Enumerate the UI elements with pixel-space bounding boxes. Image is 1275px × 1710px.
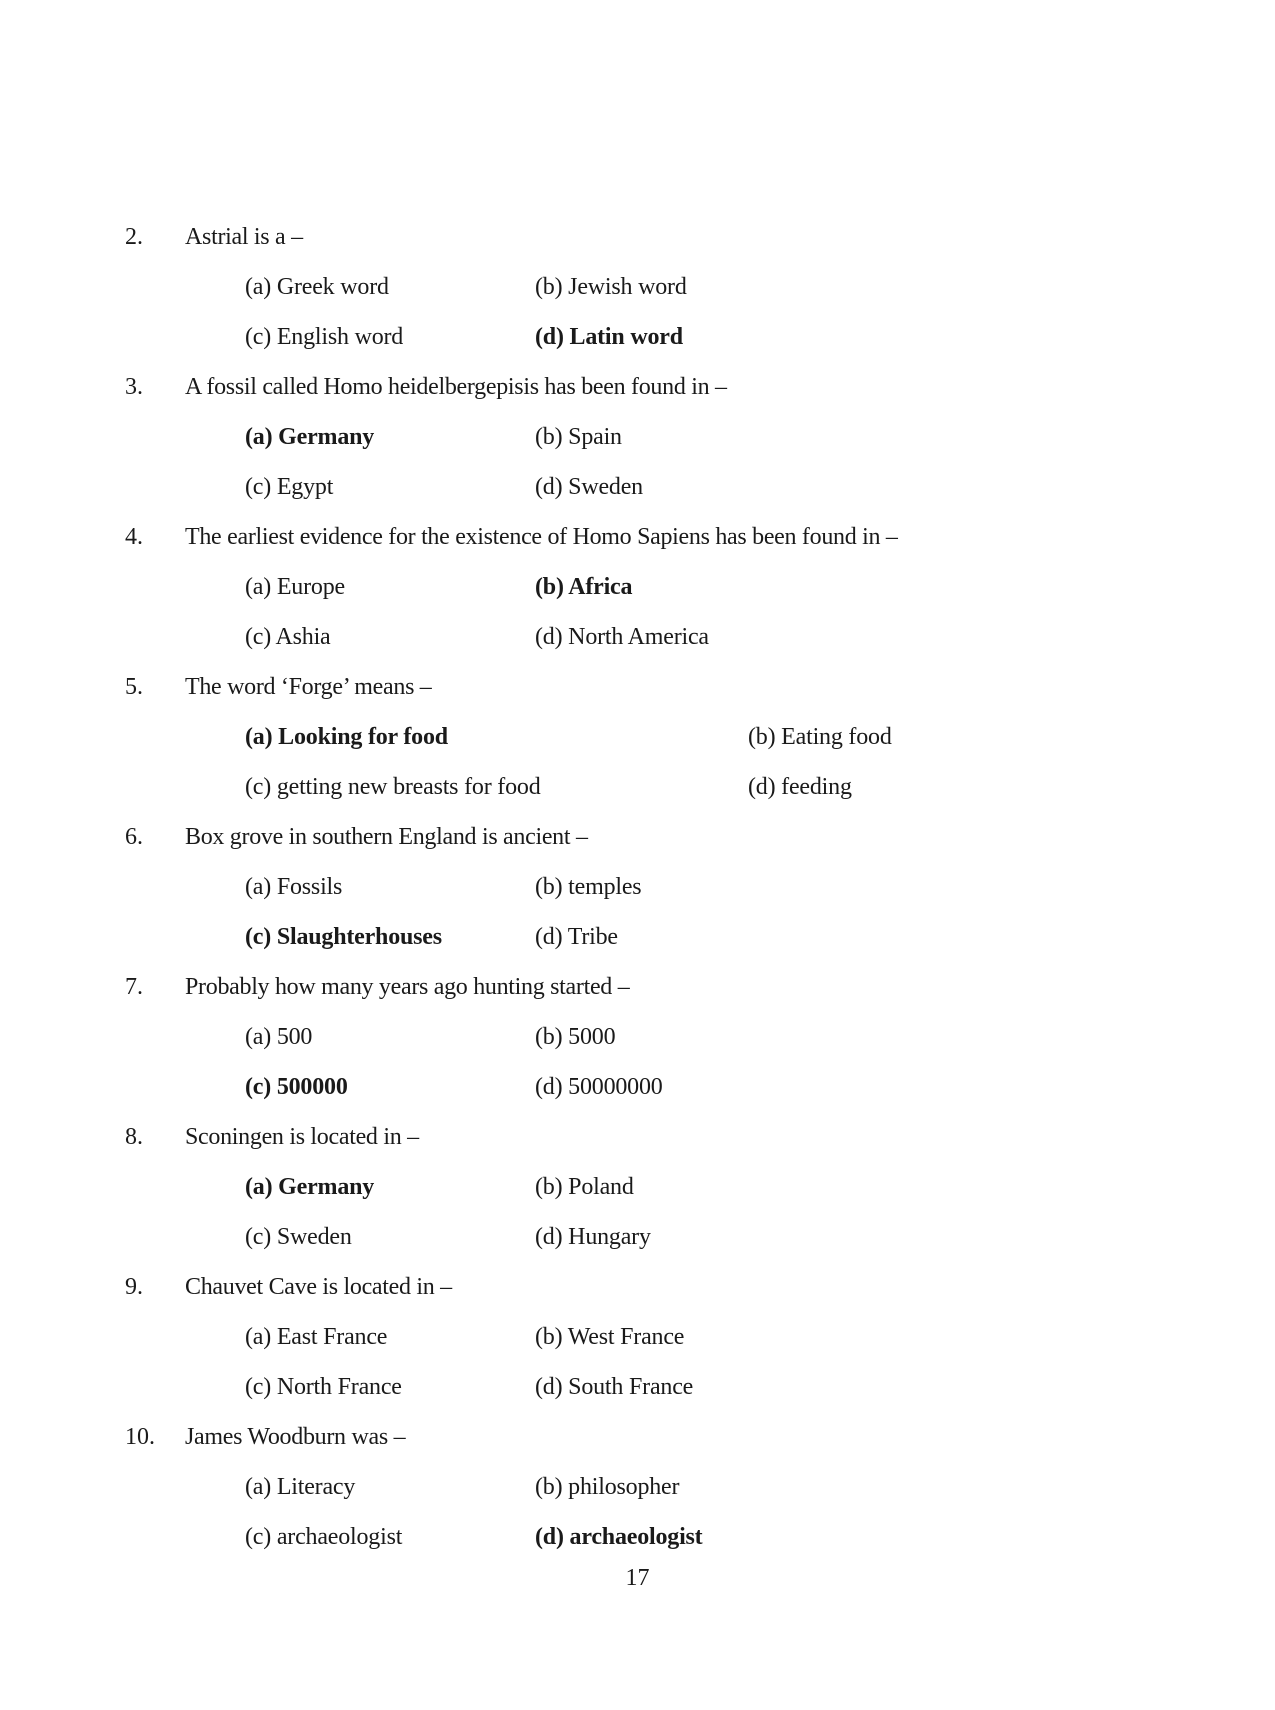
option-d: (d) Hungary [535,1224,651,1250]
question-number: 2. [125,224,143,250]
option-d: (d) Tribe [535,924,618,950]
option-a: (a) Fossils [245,874,343,900]
question-text: Sconingen is located in – [185,1124,419,1150]
option-d: (d) archaeologist [535,1524,703,1550]
question-text: Probably how many years ago hunting started – [185,974,630,1000]
question-number: 5. [125,674,143,700]
question-number: 8. [125,1124,143,1150]
option-d: (d) Latin word [535,324,683,350]
option-a: (a) Greek word [245,274,389,300]
question-number: 9. [125,1274,143,1300]
option-b: (b) philosopher [535,1474,680,1500]
option-b: (b) Eating food [748,724,892,750]
option-b: (b) Africa [535,574,633,600]
option-a: (a) Europe [245,574,345,600]
option-c: (c) English word [245,324,404,350]
question-text: Chauvet Cave is located in – [185,1274,452,1300]
option-c: (c) Ashia [245,624,331,650]
option-a: (a) Germany [245,1174,375,1200]
option-c: (c) archaeologist [245,1524,403,1550]
question-text: James Woodburn was – [185,1424,406,1450]
question-text: Astrial is a – [185,224,303,250]
option-a: (a) Looking for food [245,724,448,750]
option-b: (b) West France [535,1324,685,1350]
question-number: 4. [125,524,143,550]
question-text: The earliest evidence for the existence of Homo Sapiens has been found in – [185,524,898,550]
option-c: (c) 500000 [245,1074,348,1100]
option-b: (b) temples [535,874,642,900]
question-text: A fossil called Homo heidelbergepisis has been found in – [185,374,727,400]
option-c: (c) Egypt [245,474,334,500]
option-b: (b) 5000 [535,1024,616,1050]
option-d: (d) North America [535,624,709,650]
option-b: (b) Spain [535,424,622,450]
question-number: 10. [125,1424,155,1450]
option-b: (b) Jewish word [535,274,687,300]
option-a: (a) Literacy [245,1474,356,1500]
question-text: Box grove in southern England is ancient – [185,824,588,850]
question-number: 3. [125,374,143,400]
question-number: 7. [125,974,143,1000]
question-text: The word ‘Forge’ means – [185,674,432,700]
option-a: (a) Germany [245,424,375,450]
option-d: (d) feeding [748,774,852,800]
option-c: (c) North France [245,1374,402,1400]
option-d: (d) 50000000 [535,1074,663,1100]
option-a: (a) East France [245,1324,388,1350]
option-c: (c) getting new breasts for food [245,774,541,800]
option-a: (a) 500 [245,1024,313,1050]
option-c: (c) Slaughterhouses [245,924,442,950]
option-d: (d) Sweden [535,474,643,500]
option-c: (c) Sweden [245,1224,352,1250]
page-number: 17 [625,1565,650,1591]
option-b: (b) Poland [535,1174,634,1200]
option-d: (d) South France [535,1374,694,1400]
question-number: 6. [125,824,143,850]
